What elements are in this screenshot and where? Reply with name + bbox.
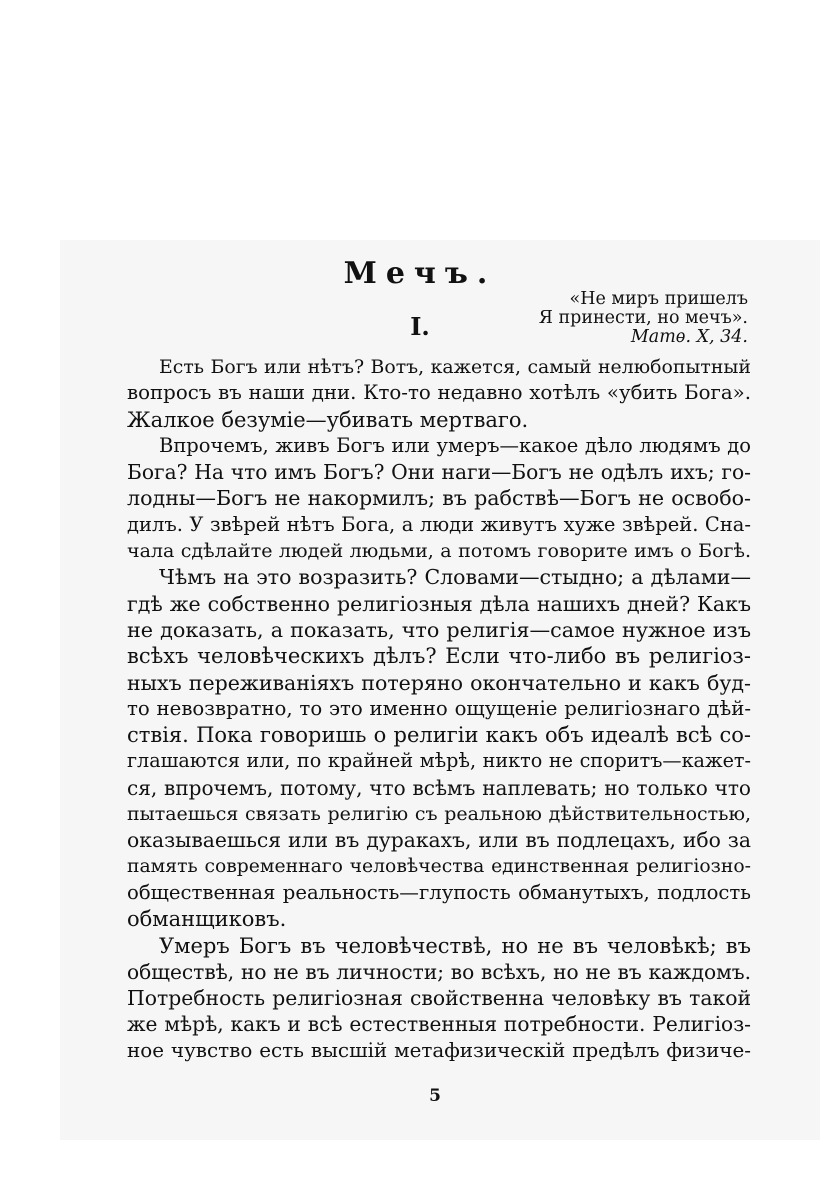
text-line: Умеръ Богъ въ человѣчествѣ, но не въ человѣкѣ; въ: [159, 933, 751, 958]
text-line: лодны—Богъ не накормилъ; въ рабствѣ—Богъ не освобо-: [127, 486, 751, 511]
text-line: обманщиковъ.: [127, 907, 287, 932]
text-line: обществѣ, но не въ личности; во всѣхъ, но не въ каждомъ.: [127, 959, 751, 984]
text-line: Впрочемъ, живъ Богъ или умеръ—какое дѣло людямъ до: [159, 433, 751, 457]
chapter-title: Мечъ.: [343, 256, 497, 291]
epigraph-line-2: Я принести, но мечъ».: [538, 308, 748, 328]
page-number: 5: [429, 1086, 441, 1106]
text-line: не доказать, а показать, что религія—самое нужное изъ: [127, 617, 751, 642]
text-line: ныхъ переживаніяхъ потеряно окончательно и какъ буд-: [127, 670, 751, 695]
text-line: всѣхъ человѣческихъ дѣлъ? Если что-либо въ религіоз-: [127, 644, 751, 669]
text-line: Чѣмъ на это возразить? Словами—стыдно; а дѣлами—: [159, 565, 751, 590]
text-line: вопросъ въ наши дни. Кто-то недавно хотѣлъ «убить Бога».: [127, 381, 751, 405]
text-line: общественная реальность—глупость обманутыхъ, подлость: [127, 880, 751, 904]
section-number: I.: [410, 312, 430, 341]
text-line: ное чувство есть высшій метафизическій предѣлъ физиче-: [127, 1038, 751, 1062]
body-text: [127, 354, 751, 1064]
text-line: гдѣ же собственно религіозныя дѣла нашихъ дней? Какъ: [127, 591, 751, 616]
text-line: Жалкое безуміе—убивать мертваго.: [127, 407, 529, 432]
text-line: оказываешься или въ дуракахъ, или въ подлецахъ, ибо за: [127, 828, 751, 853]
text-line: глашаются или, по крайней мѣрѣ, никто не споритъ—кажет-: [127, 749, 751, 773]
text-line: дилъ. У звѣрей нѣтъ Бога, а люди живутъ хуже звѣрей. Сна-: [127, 512, 751, 536]
text-line: пытаешься связать религію съ реальною дѣйствительностью,: [127, 803, 751, 826]
text-line: Есть Богъ или нѣтъ? Вотъ, кажется, самый нелюбопытный: [159, 356, 751, 378]
epigraph-line-1: «Не миръ пришелъ: [569, 289, 748, 309]
text-line: Потребность религіозная свойственна человѣку въ такой: [127, 986, 751, 1011]
text-line: ствія. Пока говоришь о религіи какъ объ идеалѣ всѣ со-: [127, 723, 751, 748]
epigraph-source: Матѳ. X, 34.: [630, 327, 748, 347]
text-line: же мѣрѣ, какъ и всѣ естественныя потребности. Религіоз-: [127, 1012, 751, 1037]
text-line: ся, впрочемъ, потому, что всѣмъ наплевать; но только что: [127, 775, 751, 800]
text-line: чала сдѣлайте людей людьми, а потомъ говорите имъ о Богѣ.: [127, 540, 751, 563]
text-line: память современнаго человѣчества единственная религіозно-: [127, 855, 751, 877]
epigraph: [539, 290, 748, 347]
text-line: то невозвратно, то это именно ощущеніе религіознаго дѣй-: [127, 696, 751, 720]
text-line: Бога? На что имъ Богъ? Они наги—Богъ не одѣлъ ихъ; го-: [127, 460, 751, 485]
